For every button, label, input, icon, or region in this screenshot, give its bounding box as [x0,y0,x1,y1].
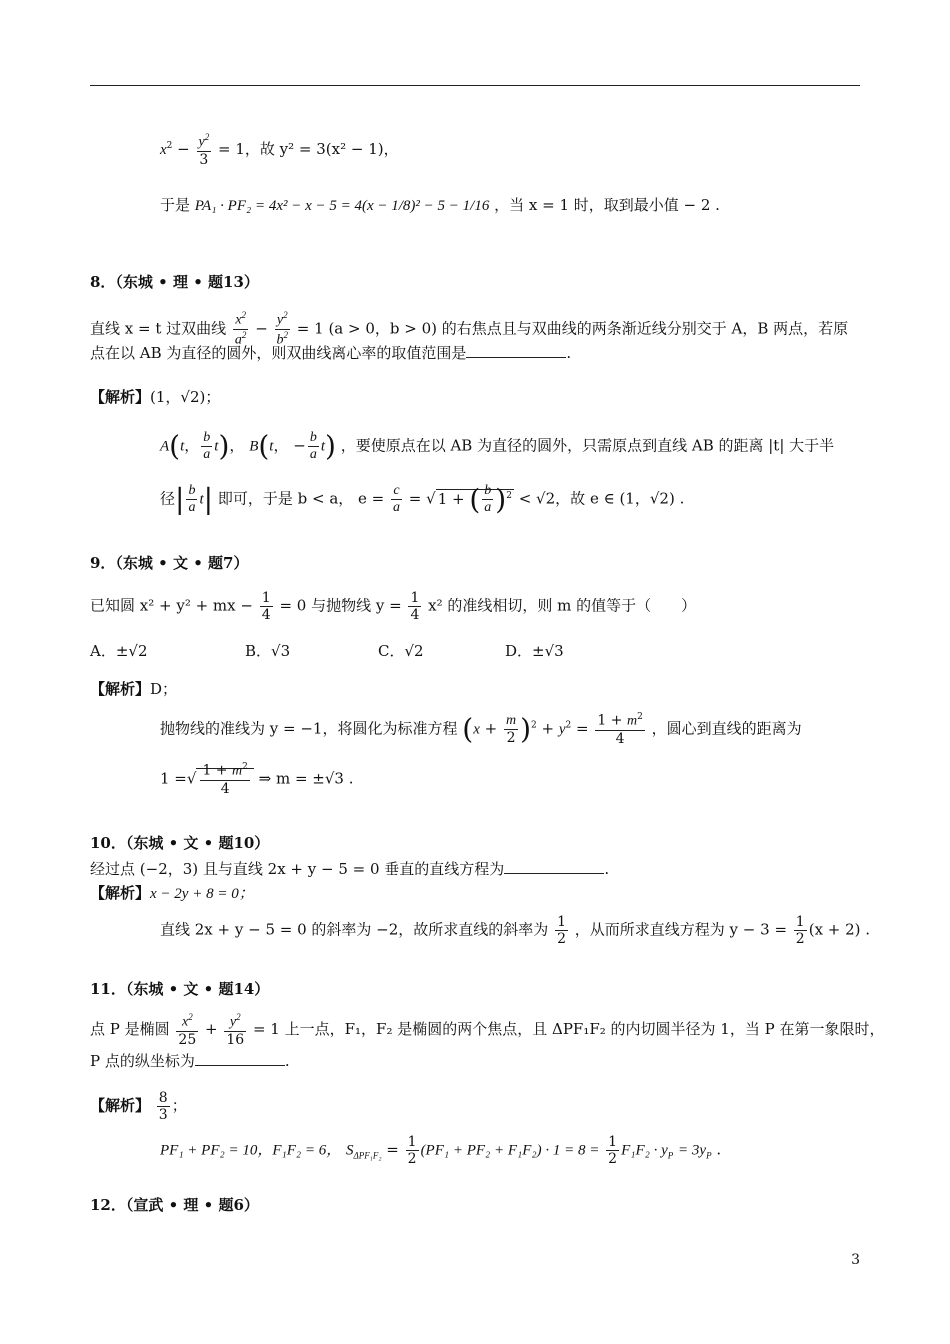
q11-heading: 11．（东城 • 文 • 题14） [90,980,270,998]
q8-stem-line1: 直线 x = t 过双曲线 $\frac{x^2}{a^2}$ − $\frac{y^2}{b^2}$ = 1 (a > 0，b > 0) 的右焦点且与双曲线的两条渐近线分别交于 A，B 两点，若原 [90,310,849,348]
q12-heading: 12．（宣武 • 理 • 题6） [90,1196,259,1214]
q8-answer: 【解析】(1，√2)； [90,388,221,406]
q10-stem: 经过点 (−2，3) 且与直线 2x + y − 5 = 0 垂直的直线方程为 . [90,860,610,878]
q9-option-a: A．±√2 [90,642,148,660]
q9-solution-line2: 1 =√ $\frac{1 + m^2}{4}$ ⇒ m = ±√3 . [160,762,354,797]
q9-heading: 9．（东城 • 文 • 题7） [90,554,249,572]
q11-answer: 【解析】 $\frac{8}{3}$ ； [90,1090,187,1124]
q9-stem: 已知圆 x² + y² + mx − $\frac{1}{4}$ = 0 与抛物线 y = $\frac{1}{4}$ x² 的准线相切，则 m 的值等于（ ） [90,590,697,624]
q11-stem-line2: P 点的纵坐标为 . [90,1052,290,1070]
header-rule [90,85,860,86]
q10-answer: 【解析】x − 2y + 8 = 0； [90,884,254,902]
q9-option-b: B．√3 [245,642,291,660]
q8-solution-line1: A(t， $\frac{b}{a}$ t)， B(t， − $\frac{b}{a}$ t) ，要使原点在以 AB 为直径的圆外，只需原点到直线 AB 的距离 |t| 大于半 [160,429,835,463]
q10-heading: 10．（东城 • 文 • 题10） [90,834,270,852]
q10-solution: 直线 2x + y − 5 = 0 的斜率为 −2，故所求直线的斜率为 $\frac{1}{2}$ ，从而所求直线方程为 y − 3 = $\frac{1}{2}$ (x + 2) . [160,914,871,948]
q9-option-d: D．±√3 [505,642,564,660]
q9-solution-line1: 抛物线的准线为 y = −1，将圆化为标准方程 (x + $\frac{m}{2}$ )$^2 + y^2$ = $\frac{1 + m^2}{4}$ ，圆心到直线的距离为 [160,712,802,747]
q8-solution-line2: 径| $\frac{b}{a}$ t| 即可，于是 b < a， e = $\frac{c}{a}$ = √ 1 + ( $\frac{b}{a}$ )$^2$ < √2，故 e ∈ (1，√2) . [160,482,685,516]
q11-stem-line1: 点 P 是椭圆 $\frac{x^2}{25}$ + $\frac{y^2}{16}$ = 1 上一点，F₁，F₂ 是椭圆的两个焦点，且 ΔPF₁F₂ 的内切圆半径为 1，当 P 在第一象限时， [90,1012,885,1048]
sec7-line2: 于是 PA₁ · PF₂ = 4x² − x − 5 = 4(x − 1/8)² − 5 − 1/16 ，当 x = 1 时，取到最小值 − 2 . [160,196,720,214]
q9-answer: 【解析】D； [90,680,178,698]
q11-solution: PF₁ + PF₂ = 10，F₁F₂ = 6， $S_{\Delta PF_1F_2}$ = $\frac{1}{2}$ (PF₁ + PF₂ + F₁F₂) · 1 = 8 = $\frac{1}{2}$ $F_1F_2 \cdot y_P = 3y_P$ . [160,1134,722,1168]
sec7-line1: $x^2$ − $\frac{y^2}{3}$ = 1，故 y² = 3(x² − 1)， [160,132,399,168]
q8-heading: 8．（东城 • 理 • 题13） [90,273,259,291]
page-number: 3 [851,1252,860,1268]
q9-option-c: C．√2 [378,642,424,660]
q8-stem-line2: 点在以 AB 为直径的圆外，则双曲线离心率的取值范围是 . [90,344,572,362]
